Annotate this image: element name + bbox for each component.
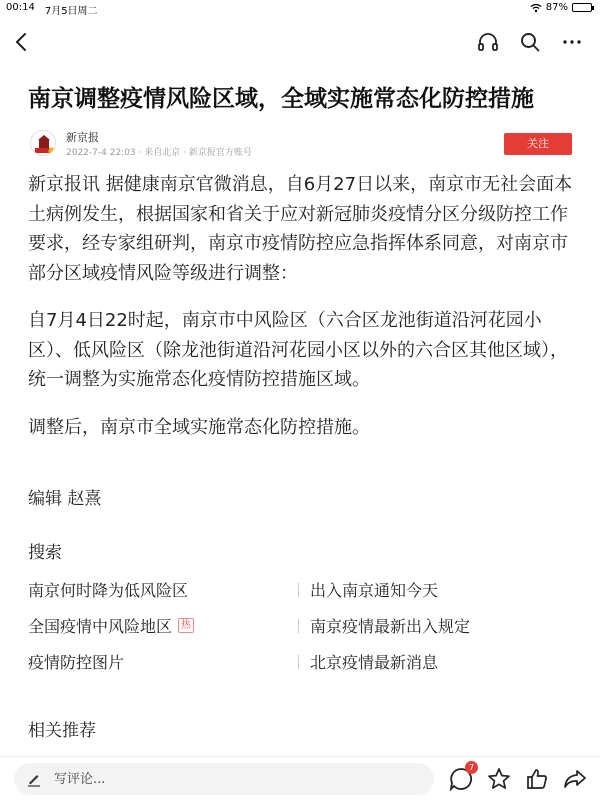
search-suggestion-link[interactable] (28, 614, 194, 637)
article-paragraph: 调整后，南京市全域实施常态化防控措施。 (28, 416, 370, 438)
status-date: 7月5日周二 (44, 6, 98, 17)
search-suggestion-row (28, 646, 576, 682)
favorite-button[interactable] (486, 766, 512, 792)
publisher-logo-icon (31, 131, 56, 156)
top-nav (0, 20, 600, 64)
search-suggestions (28, 574, 576, 682)
search-suggestion-text: 疫情防控图片 (28, 653, 125, 672)
pen-icon (26, 771, 42, 787)
search-section-heading: 搜索 (28, 543, 62, 563)
share-icon (562, 766, 588, 792)
search-suggestion-link[interactable]: 南京疫情最新出入规定 (310, 617, 471, 636)
headphones-icon[interactable] (476, 30, 500, 54)
bottom-bar (0, 756, 600, 800)
like-button[interactable] (524, 766, 550, 792)
star-icon (486, 766, 512, 792)
status-bar (0, 0, 600, 16)
status-time: 00:14 (6, 2, 35, 13)
editor-credit: 编辑 赵熹 (28, 489, 102, 509)
article-title: 南京调整疫情风险区域，全域实施常态化防控措施 (28, 86, 534, 112)
avatar[interactable] (30, 130, 56, 156)
comment-input[interactable] (14, 763, 434, 795)
battery-icon (572, 3, 592, 12)
author-meta: 2022-7-4 22:03 · 来自北京 · 新京报官方账号 (66, 148, 252, 158)
search-suggestion-link[interactable]: 北京疫情最新消息 (310, 653, 439, 672)
share-button[interactable] (562, 766, 588, 792)
divider (298, 619, 299, 633)
author-name[interactable]: 新京报 (66, 131, 99, 144)
search-suggestion-link[interactable] (28, 650, 124, 673)
more-icon[interactable] (560, 30, 584, 54)
search-suggestion-text: 全国疫情中风险地区 (28, 617, 173, 636)
search-suggestion-link[interactable]: 出入南京通知今天 (310, 581, 439, 600)
author-row (28, 128, 576, 160)
search-suggestion-text: 南京何时降为低风险区 (28, 581, 189, 600)
article-body (28, 170, 576, 460)
battery-percent: 87% (545, 2, 568, 13)
like-icon (524, 766, 550, 792)
follow-button[interactable]: 关注 (504, 133, 572, 155)
hot-badge: 热 (178, 618, 194, 633)
comment-button[interactable] (448, 763, 475, 792)
search-suggestion-link[interactable] (28, 578, 188, 601)
search-icon[interactable] (518, 30, 542, 54)
back-icon[interactable] (10, 30, 34, 54)
search-suggestion-row (28, 574, 576, 610)
wifi-icon (530, 3, 542, 13)
comment-count-badge: 7 (465, 761, 478, 774)
article-paragraph: 自7月4日22时起，南京市中风险区（六合区龙池街道沿河花园小区）、低风险区（除龙池街道沿河花园小区以外的六合区其他区域），统一调整为实施常态化疫情防控措施区域。 (28, 310, 568, 390)
article-paragraph: 新京报讯 据健康南京官微消息，自6月27日以来，南京市无社会面本土病例发生，根据国家和省关于应对新冠肺炎疫情分区分级防控工作要求，经专家组研判，南京市疫情防控应急指挥体系同意，对南京市部分区域疫情风险等级进行调整： (28, 174, 573, 284)
divider (298, 655, 299, 669)
divider (298, 583, 299, 597)
related-section-heading: 相关推荐 (28, 721, 96, 741)
search-suggestion-row (28, 610, 576, 646)
